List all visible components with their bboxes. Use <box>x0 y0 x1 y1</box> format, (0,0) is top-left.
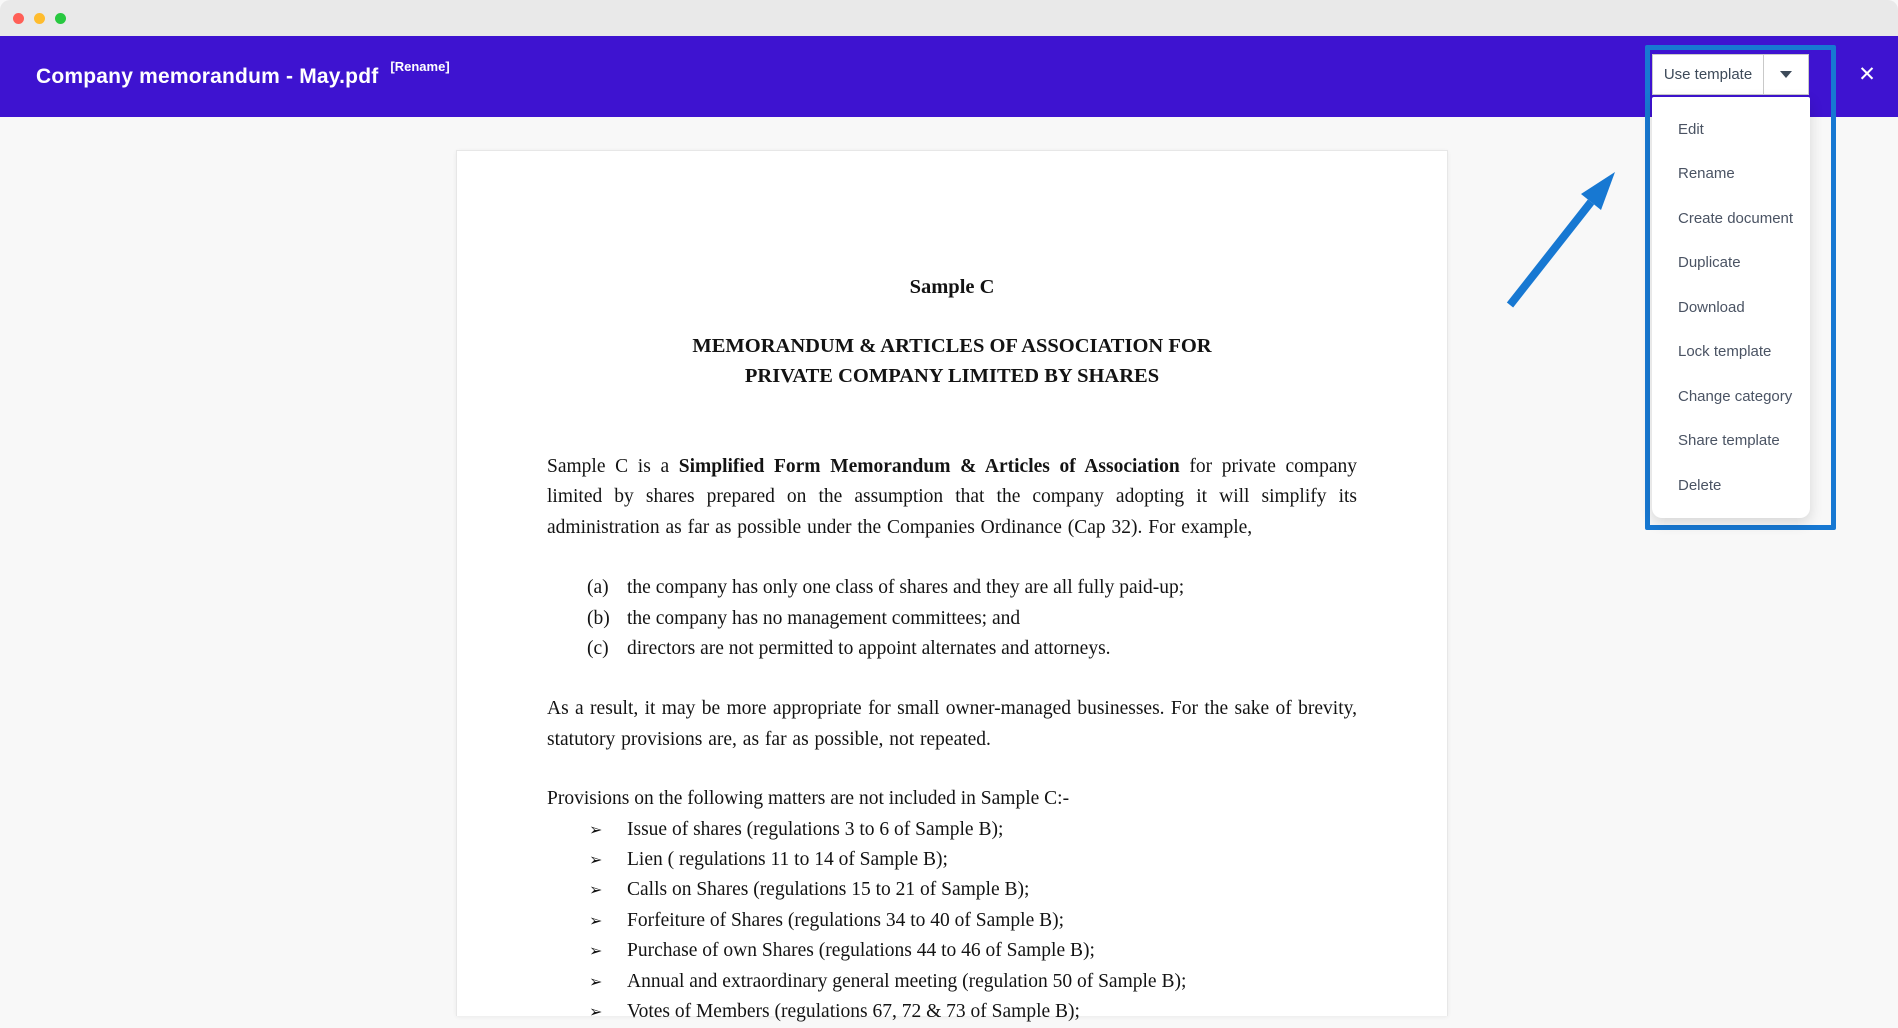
bullet-item-text: Purchase of own Shares (regulations 44 to 46 of Sample B); <box>627 940 1095 962</box>
para1-prefix: Sample C is a <box>547 456 679 477</box>
doc-paragraph-1 <box>547 452 1357 543</box>
list-item-marker: (c) <box>587 638 609 660</box>
para1-suffix: for private company limited by shares prepared on the assumption that the company adopting it will simplify its administration as far as possible under the Companies Ordinance (Cap 32). For example, <box>547 456 1357 538</box>
list-item-text: the company has only one class of shares and they are all fully paid-up; <box>627 577 1185 599</box>
doc-heading-line1: MEMORANDUM & ARTICLES OF ASSOCIATION FOR <box>692 335 1212 357</box>
menu-item[interactable]: Delete <box>1678 476 1722 494</box>
page-title: Company memorandum - May.pdf <box>36 64 379 88</box>
close-window-button[interactable] <box>13 13 24 24</box>
bullet-list-item <box>547 967 1357 997</box>
bullet-item-text: Calls on Shares (regulations 15 to 21 of Sample B); <box>627 879 1030 901</box>
bullet-list-item <box>547 906 1357 936</box>
use-template-split-button <box>1652 54 1809 95</box>
arrow-bullet-icon: ➢ <box>589 941 603 961</box>
doc-sample-title: Sample C <box>909 276 995 298</box>
bullet-list-item <box>547 815 1357 845</box>
bullet-list-item <box>547 936 1357 966</box>
bullet-item-text: Issue of shares (regulations 3 to 6 of Sample B); <box>627 818 1004 840</box>
close-icon[interactable]: ✕ <box>1858 63 1876 86</box>
menu-item[interactable]: Download <box>1678 298 1745 316</box>
fullscreen-window-button[interactable] <box>55 13 66 24</box>
rename-link[interactable]: [Rename] <box>390 59 450 74</box>
bullet-item-text: Forfeiture of Shares (regulations 34 to 40 of Sample B); <box>627 909 1065 931</box>
bullet-list-item <box>547 845 1357 875</box>
doc-lettered-list <box>547 573 1357 664</box>
bullet-list-item <box>547 997 1357 1027</box>
doc-paragraph-3: Provisions on the following matters are not included in Sample C:- <box>547 788 1070 810</box>
macos-titlebar <box>0 0 1898 36</box>
chevron-down-icon <box>1780 71 1792 78</box>
menu-item[interactable]: Duplicate <box>1678 254 1741 272</box>
document-header-bar <box>0 36 1898 117</box>
lettered-list-item <box>547 634 1357 664</box>
use-template-dropdown-toggle[interactable] <box>1763 55 1808 94</box>
arrow-bullet-icon: ➢ <box>589 1002 603 1022</box>
doc-heading-line2: PRIVATE COMPANY LIMITED BY SHARES <box>744 365 1160 387</box>
bullet-item-text: Annual and extraordinary general meeting (regulation 50 of Sample B); <box>627 970 1187 992</box>
list-item-text: directors are not permitted to appoint alternates and attorneys. <box>627 638 1111 660</box>
doc-heading <box>547 331 1357 391</box>
list-item-text: the company has no management committees; and <box>627 607 1021 629</box>
bullet-item-text: Votes of Members (regulations 67, 72 & 73 of Sample B); <box>627 1001 1080 1023</box>
arrow-bullet-icon: ➢ <box>589 880 603 900</box>
lettered-list-item <box>547 604 1357 634</box>
menu-item[interactable]: Rename <box>1678 165 1735 183</box>
menu-item[interactable]: Change category <box>1678 387 1793 405</box>
use-template-button[interactable]: Use template <box>1653 55 1763 94</box>
header-title-group <box>36 36 450 117</box>
doc-bullet-list <box>547 815 1357 1028</box>
arrow-bullet-icon: ➢ <box>589 910 603 930</box>
minimize-window-button[interactable] <box>34 13 45 24</box>
list-item-marker: (a) <box>587 577 609 599</box>
para1-bold: Simplified Form Memorandum & Articles of Association <box>678 456 1180 477</box>
list-item-marker: (b) <box>587 607 610 629</box>
annotation-arrow-icon <box>1480 150 1640 330</box>
arrow-bullet-icon: ➢ <box>589 850 603 870</box>
arrow-bullet-icon: ➢ <box>589 819 603 839</box>
bullet-list-item <box>547 875 1357 905</box>
template-actions-menu <box>1652 97 1810 518</box>
bullet-item-text: Lien ( regulations 11 to 14 of Sample B); <box>627 849 948 871</box>
menu-item[interactable]: Create document <box>1678 209 1794 227</box>
document-page <box>456 150 1448 1023</box>
menu-item[interactable]: Lock template <box>1678 343 1772 361</box>
menu-item[interactable]: Share template <box>1678 432 1780 450</box>
document-content <box>457 272 1447 1028</box>
menu-item[interactable]: Edit <box>1678 120 1704 138</box>
arrow-bullet-icon: ➢ <box>589 971 603 991</box>
doc-paragraph-2: As a result, it may be more appropriate for small owner-managed businesses. For the sake of brevity, statutory provisions are, as far as possible, not repeated. <box>547 698 1357 750</box>
lettered-list-item <box>547 573 1357 603</box>
